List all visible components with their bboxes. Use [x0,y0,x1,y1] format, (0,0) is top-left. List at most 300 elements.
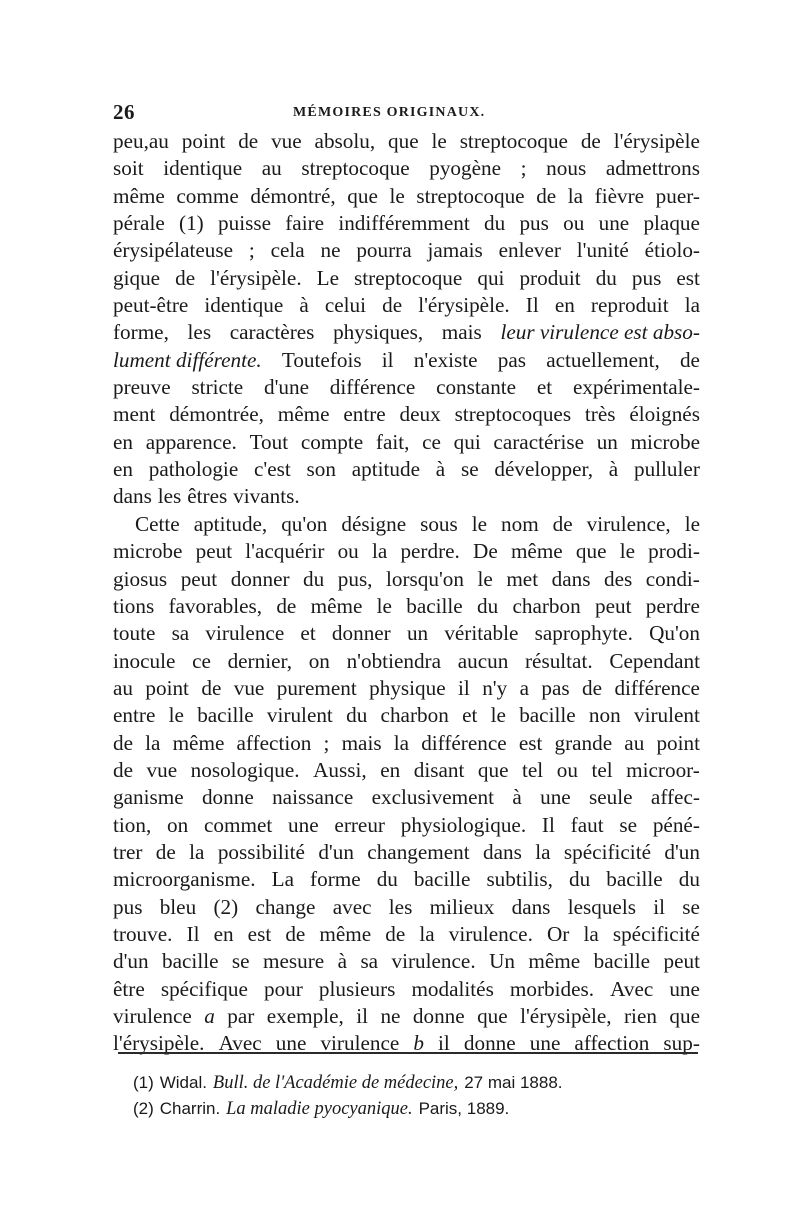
text-line [113,483,700,510]
word: bacille [606,867,663,892]
word: streptocoque [459,129,568,153]
word: enlever [498,238,561,263]
word: met [506,566,539,591]
word: erreur [334,812,385,837]
word: peut [195,539,233,564]
word: faire [285,211,325,236]
word: virulence, [586,511,671,536]
word: on [167,812,189,837]
word: une [669,976,700,1001]
word: Aussi, [313,757,367,782]
word: que [575,539,607,564]
word: virulence [113,1004,192,1028]
word: vue [146,757,178,782]
word: n'existe [413,347,478,372]
word: même [528,949,581,974]
word: ne [380,1004,401,1028]
word: changement [367,839,470,864]
word: Toutefois [281,347,362,372]
word: purement [276,675,357,700]
word: faut [570,812,604,837]
word: l'érysipèle. [113,1031,205,1056]
word: résultat. [524,648,593,673]
word: que [669,1004,700,1028]
word: peut [595,593,632,618]
word: êtres [187,484,228,509]
word: bacille [413,867,471,892]
word: l'érysipèle. [210,265,302,290]
word: a [204,1004,215,1028]
word: ment [113,402,156,427]
word: lument différente. [113,347,262,372]
word: point [656,730,700,755]
word: même [113,183,165,208]
word: de [679,347,700,372]
word: sa [360,949,379,974]
word: péné- [652,812,700,837]
word: différence [614,675,700,700]
word: une [288,812,319,837]
word: giosus [113,566,168,591]
running-head: MÉMOIRES ORIGINAUX. [293,105,486,120]
text-line [113,292,700,319]
word: physiologique. [400,812,527,837]
word: le [619,539,635,564]
word: Il [541,812,555,837]
word: l'érysipèle. [418,293,510,318]
text-line [113,456,700,483]
word: apparence. [145,429,237,454]
word: comme [176,183,239,208]
word: de [276,593,297,618]
word: désigne [341,511,407,536]
text-line [113,155,700,182]
word: à [435,457,446,482]
word: que [477,757,509,782]
text-line [113,429,700,456]
word: produit [519,265,581,290]
word: du [303,566,325,591]
word: à [608,457,619,482]
word: l'érysipèle, [520,1004,612,1028]
word: développer, [494,457,593,482]
text-line [113,757,700,784]
word: spécifique [160,976,248,1001]
word: bacille [197,703,254,728]
word: entre [113,703,156,728]
word: disant [413,757,465,782]
text-line [113,538,700,565]
footnote-details: 27 mai 1888. [464,1073,563,1092]
text-line [113,812,700,839]
word: démontré, [250,183,336,208]
word: aptitude, [193,511,268,536]
word: et [536,375,553,400]
word: par [227,1004,255,1028]
word: de [285,921,306,946]
word: inocule [113,648,176,673]
word: bacille [519,703,576,728]
word: spécificité [612,921,700,946]
word: virulence. [448,921,533,946]
word: de [382,293,403,318]
word: a [519,675,530,700]
word: qui [477,265,505,290]
word: une [529,1031,561,1056]
word: spécificité [563,839,651,864]
word: trer [113,839,143,864]
text-line [113,866,700,893]
word: nous [546,156,587,181]
word: étiolo- [644,238,700,263]
word: à [512,785,522,810]
word: perdre. [400,539,460,564]
word: change [255,894,316,919]
word: du [595,265,617,290]
word: nom [501,511,539,536]
word: fait, [375,429,410,454]
word: plaque [643,211,700,236]
text-line [113,511,700,538]
word: milieux [429,894,495,919]
word: (2) [213,894,239,919]
text-line [113,894,700,921]
word: seule [589,785,633,810]
word: pus [631,265,662,290]
word: aucun [457,648,509,673]
word: il [381,347,394,372]
text-line [113,347,700,374]
word: n'y [482,675,508,700]
text-line [113,620,700,647]
word: mesure [263,949,325,974]
word: à [299,293,309,318]
word: preuve [113,375,171,400]
word: est [518,730,543,755]
word: physique [369,675,446,700]
word: streptocoque [301,156,410,181]
word: peut [180,566,218,591]
word: lorsqu'on [386,566,464,591]
word: en [213,921,234,946]
word: Avec [610,976,654,1001]
body-text [113,128,700,1058]
word: même [510,539,563,564]
word: c'est [254,457,291,482]
word: de [113,757,133,782]
word: le [684,511,700,536]
word: Qu'on [649,621,700,646]
word: vue [271,129,302,153]
word: pas [541,675,570,700]
word: exclusivement [371,785,494,810]
word: De [473,539,498,564]
word: grande [554,730,613,755]
word: donner [230,566,290,591]
word: l'unité [576,238,629,263]
word: perdre [645,593,700,618]
footnote-details: Paris, 1889. [418,1099,510,1118]
word: le [431,129,447,153]
word: microorganisme. [113,867,256,892]
footnote-mark: (2) [133,1099,154,1118]
word: saprophyte. [534,621,633,646]
word: d'un [664,839,700,864]
word: deux [399,402,441,427]
text-line [113,976,700,1003]
word: érysipélateuse [113,238,234,263]
word: que [347,183,378,208]
word: Cependant [609,648,700,673]
word: la [684,293,700,318]
word: dans [113,484,152,509]
word: mais [441,320,482,345]
word: que [388,129,419,153]
word: soit [113,156,144,181]
word: affec- [650,785,700,810]
footnotes [133,1070,693,1122]
word: de [113,730,133,755]
word: donne [201,785,254,810]
text-line [113,675,700,702]
word: leur virulence est abso- [500,320,700,345]
footnote-mark: (1) [133,1073,154,1092]
word: différence [421,730,507,755]
word: morbides. [509,976,595,1001]
word: pus [113,894,143,919]
word: non [588,703,621,728]
word: et [462,703,478,728]
text-line [113,210,700,237]
word: en [113,457,133,482]
word: point [145,675,189,700]
word: de [552,511,573,536]
word: le [389,183,405,208]
word: donner [331,621,391,646]
word: différence [329,375,416,400]
word: en [380,757,401,782]
word: la [393,730,410,755]
word: la [189,839,205,864]
word: le [376,593,392,618]
word: les [187,320,212,345]
word: pourra [356,238,412,263]
word: avec [332,894,372,919]
text-line [113,401,700,428]
word: donne [412,1004,465,1028]
word: pérale [113,211,165,236]
word: exemple, [266,1004,344,1028]
text-line [113,593,700,620]
word: stricte [191,375,244,400]
word: naissance [272,785,354,810]
word: le [477,566,493,591]
word: La [271,867,294,892]
word: le [490,703,506,728]
word: ganisme [113,785,184,810]
word: l'érysipèle [613,129,700,153]
word: Or [546,921,570,946]
word: gique [113,265,161,290]
footnote [133,1070,693,1096]
word: Avec [218,1031,262,1056]
word: constante [436,375,517,400]
word: microbe [630,429,700,454]
word: la [371,539,388,564]
word: qu'on [281,511,328,536]
word: point [181,129,226,153]
word: tel [591,757,613,782]
word: une [540,785,571,810]
word: streptocoque [354,265,463,290]
word: tions [113,593,155,618]
word: bacille [162,949,219,974]
footnote-rule [118,1052,698,1054]
word: pyogène [429,156,502,181]
word: son [306,457,336,482]
word: les [388,894,413,919]
word: entre [343,402,386,427]
word: se [619,812,638,837]
page-header [113,100,700,128]
word: en [113,429,133,454]
word: affection [236,730,312,755]
word: puisse [218,211,271,236]
word: Le [316,265,340,290]
word: même [319,921,372,946]
word: commet [204,812,273,837]
word: virulent [633,703,700,728]
word: les [157,484,182,509]
word: charbon [512,593,581,618]
word: véritable [444,621,519,646]
word: de [238,129,259,153]
word: favorables, [168,593,263,618]
word: condi- [645,566,700,591]
word: ne [320,238,341,263]
word: même [172,730,225,755]
word: de [582,675,603,700]
word: l'acquérir [245,539,325,564]
word: absolu, [314,129,376,153]
word: modalités [411,976,494,1001]
word: est [247,921,272,946]
word: pulluler [633,457,700,482]
word: dans [511,894,551,919]
text-line [113,702,700,729]
word: une [598,211,630,236]
word: bacille [406,593,463,618]
word: caractères [229,320,315,345]
word: compte [300,429,364,454]
word: physiques, [333,320,424,345]
word: des [603,566,633,591]
word: sa [171,621,190,646]
word: au [261,156,282,181]
word: affection [574,1031,650,1056]
word: forme [310,867,361,892]
word: aptitude [351,457,421,482]
word: peu,au [113,129,169,153]
word: pas [497,347,527,372]
word: ou [337,539,359,564]
word: ce [422,429,441,454]
footnote-title: La maladie pyocyanique. [226,1099,413,1119]
word: actuellement, [546,347,660,372]
text-line [113,1003,700,1030]
text-line [113,183,700,210]
footnote [133,1096,693,1122]
word: possibilité [217,839,305,864]
word: streptocoque [416,183,525,208]
word: au [624,730,645,755]
word: la [145,730,161,755]
word: le [168,703,184,728]
word: il [653,894,666,919]
word: se [231,949,250,974]
word: la [419,921,435,946]
word: au [113,675,133,700]
word: fièvre [594,183,645,208]
word: Il [186,921,200,946]
text-line [113,374,700,401]
footnote-author: Widal. [159,1073,207,1092]
text-line [113,237,700,264]
word: vivants. [233,484,300,509]
word: vue [233,675,265,700]
word: Il [525,293,539,318]
word: prodi- [648,539,700,564]
word: ce [192,648,211,673]
word: de [536,183,557,208]
word: bacille [593,949,651,974]
word: dernier, [227,648,293,673]
word: Un [489,949,515,974]
word: peut-être [113,293,189,318]
word: ou [563,211,585,236]
word: et [300,621,316,646]
word: pus [519,211,549,236]
word: une [275,1031,307,1056]
text-line [113,128,700,155]
word: indifféremment [338,211,470,236]
word: plusieurs [318,976,396,1001]
word: peut [663,949,700,974]
word: du [477,593,499,618]
word: le [471,511,488,536]
word: donne [463,1031,516,1056]
word: en [554,293,575,318]
word: même [310,593,363,618]
word: pathologie [148,457,239,482]
word: expérimentale- [572,375,700,400]
word: qui [453,429,481,454]
word: virulent [266,703,333,728]
word: reproduit [590,293,669,318]
word: mais [341,730,382,755]
word: charbon [380,703,449,728]
word: tion, [113,812,152,837]
word: identique [163,156,243,181]
word: ; [323,730,330,755]
word: il [356,1004,369,1028]
text-line [113,265,700,292]
word: pour [263,976,303,1001]
word: sous [420,511,458,536]
word: (1) [179,211,204,236]
word: à [337,949,348,974]
word: un [406,621,429,646]
